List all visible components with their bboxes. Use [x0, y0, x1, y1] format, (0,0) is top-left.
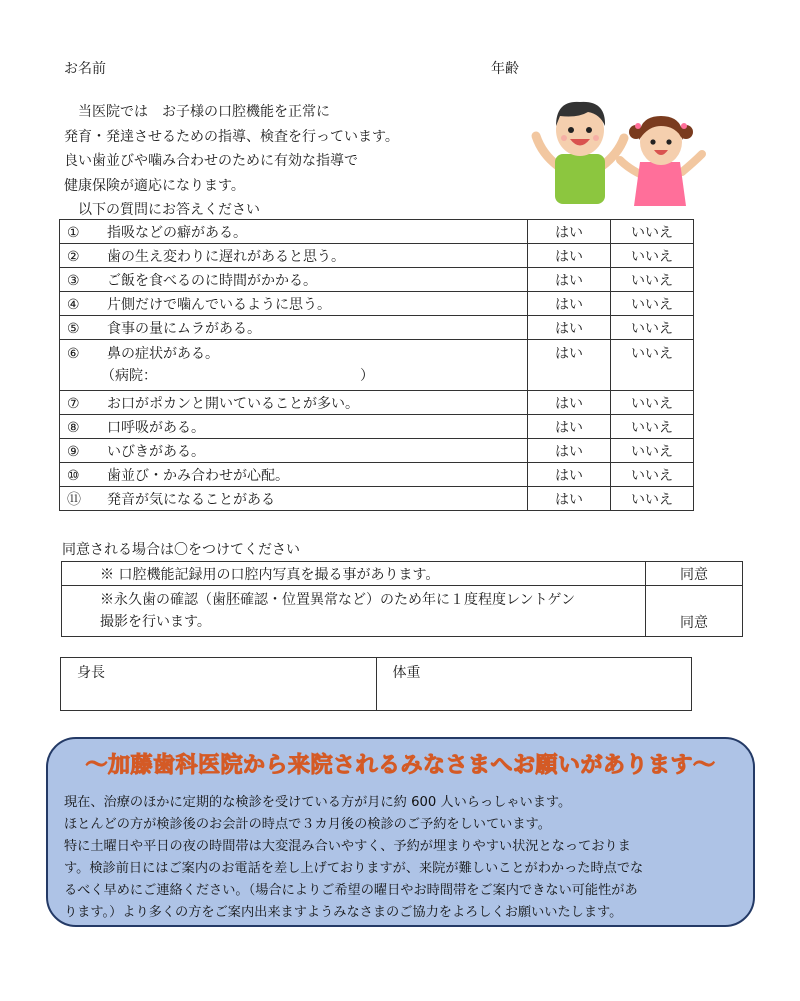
yes-option[interactable]: はい [528, 268, 611, 292]
question-number: ② [67, 248, 80, 265]
question-text: 指吸などの癖がある。 [107, 224, 247, 241]
table-row [60, 415, 694, 439]
no-option[interactable]: いいえ [611, 415, 694, 439]
question-number: ⑨ [67, 443, 80, 460]
intro-text [64, 100, 399, 223]
consent-table [61, 561, 743, 637]
question-number: ① [67, 224, 80, 241]
intro-line: 当医院では お子様の口腔機能を正常に [64, 104, 330, 120]
question-text: お口がポカンと開いていることが多い。 [107, 395, 359, 412]
consent-heading: 同意される場合は〇をつけてください [62, 542, 300, 558]
notice-line: ほとんどの方が検診後のお会計の時点で３カ月後の検診のご予約をしいています。 [64, 817, 551, 832]
consent-text: ※ 口腔機能記録用の口腔内写真を撮る事があります。 [62, 562, 646, 586]
measurements-table [60, 657, 692, 711]
consent-text: 撮影を行います。 [100, 614, 211, 630]
yes-option[interactable]: はい [528, 292, 611, 316]
question-number: ④ [67, 296, 80, 313]
yes-option[interactable]: はい [528, 244, 611, 268]
agree-option[interactable]: 同意 [646, 562, 743, 586]
question-number: ⑪ [67, 491, 81, 508]
height-field[interactable]: 身長 [61, 658, 377, 711]
girl-figure-icon [620, 116, 702, 206]
table-row [60, 487, 694, 511]
question-text: 鼻の症状がある。 [107, 346, 219, 362]
question-number: ③ [67, 272, 80, 289]
table-row [62, 562, 743, 586]
no-option[interactable]: いいえ [611, 220, 694, 244]
notice-body [64, 792, 749, 924]
no-option[interactable]: いいえ [611, 340, 694, 391]
question-text: 歯の生え変わりに遅れがあると思う。 [107, 248, 345, 265]
clinic-name-field[interactable]: （病院： ） [101, 368, 374, 384]
no-option[interactable]: いいえ [611, 244, 694, 268]
no-option[interactable]: いいえ [611, 487, 694, 511]
question-number: ⑩ [67, 467, 80, 484]
consent-text: ※永久歯の確認（歯胚確認・位置異常など）のため年に１度程度レントゲン [100, 592, 576, 608]
no-option[interactable]: いいえ [611, 391, 694, 415]
question-number: ⑦ [67, 395, 80, 412]
notice-line: 現在、治療のほかに定期的な検診を受けている方が月に約 600 人いらっしゃいます。 [64, 795, 572, 810]
children-cheering-icon [530, 96, 710, 208]
no-option[interactable]: いいえ [611, 463, 694, 487]
agree-option[interactable]: 同意 [646, 586, 743, 637]
yes-option[interactable]: はい [528, 220, 611, 244]
question-prompt: 以下の質問にお答えください [64, 202, 260, 218]
notice-line: るべく早めにご連絡ください。（場合によりご希望の曜日やお時間帯をご案内できない可能性があ [64, 883, 638, 898]
question-text: いびきがある。 [107, 443, 205, 460]
table-row [60, 292, 694, 316]
notice-line: す。検診前日にはご案内のお電話を差し上げておりますが、来院が難しいことがわかった時点でな [64, 861, 644, 876]
question-text: 片側だけで噛んでいるように思う。 [107, 296, 331, 313]
boy-figure-icon [536, 102, 624, 204]
table-row [60, 463, 694, 487]
no-option[interactable]: いいえ [611, 316, 694, 340]
notice-line: ります。）より多くの方をご案内出来ますようみなさまのご協力をよろしくお願いいたします。 [64, 905, 623, 920]
yes-option[interactable]: はい [528, 463, 611, 487]
question-number: ⑥ [67, 346, 80, 362]
table-row [60, 391, 694, 415]
yes-option[interactable]: はい [528, 415, 611, 439]
table-row [60, 439, 694, 463]
intro-line: 良い歯並びや噛み合わせのために有効な指導で [64, 153, 358, 169]
questionnaire-table [59, 219, 694, 511]
notice-title: ～加藤歯科医院から来院されるみなさまへお願いがあります～ [85, 753, 716, 778]
name-label: お名前 [64, 61, 106, 77]
question-text: 食事の量にムラがある。 [107, 320, 261, 337]
notice-box [46, 737, 755, 927]
yes-option[interactable]: はい [528, 340, 611, 391]
question-number: ⑧ [67, 419, 80, 436]
table-row [60, 340, 694, 391]
yes-option[interactable]: はい [528, 487, 611, 511]
question-text: 発音が気になることがある [107, 491, 275, 508]
weight-field[interactable]: 体重 [376, 658, 692, 711]
table-row [62, 586, 743, 637]
no-option[interactable]: いいえ [611, 439, 694, 463]
notice-line: 特に土曜日や平日の夜の時間帯は大変混み合いやすく、予約が埋まりやすい状況となっておりま [64, 839, 631, 854]
table-row [60, 268, 694, 292]
no-option[interactable]: いいえ [611, 268, 694, 292]
question-number: ⑤ [67, 320, 80, 337]
table-row [60, 220, 694, 244]
intro-line: 発育・発達させるための指導、検査を行っています。 [64, 128, 399, 145]
table-row [60, 316, 694, 340]
question-text: ご飯を食べるのに時間がかかる。 [107, 272, 317, 289]
intro-line: 健康保険が適応になります。 [64, 177, 245, 194]
yes-option[interactable]: はい [528, 439, 611, 463]
table-row [61, 658, 692, 711]
no-option[interactable]: いいえ [611, 292, 694, 316]
question-text: 口呼吸がある。 [107, 419, 205, 436]
yes-option[interactable]: はい [528, 316, 611, 340]
table-row [60, 244, 694, 268]
yes-option[interactable]: はい [528, 391, 611, 415]
age-label: 年齢 [491, 61, 519, 77]
question-text: 歯並び・かみ合わせが心配。 [107, 467, 289, 484]
